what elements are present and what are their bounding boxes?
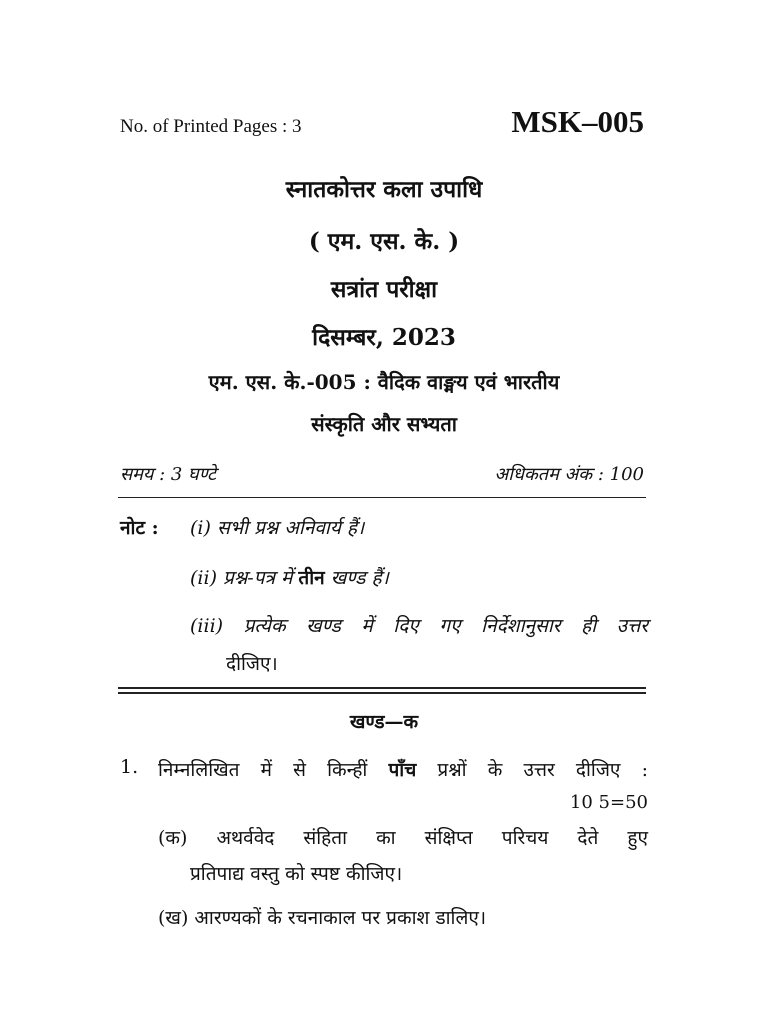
divider-line (118, 497, 646, 498)
option-a-line1: (क) अथर्ववेद संहिता का संक्षिप्त परिचय देते हुए (158, 827, 648, 849)
note-item-2-bold: तीन (298, 567, 325, 589)
max-marks: अधिकतम अंक : 100 (494, 464, 644, 485)
question-number: 1. (120, 756, 139, 778)
note-item-2-suffix: खण्ड हैं। (324, 567, 389, 589)
note-item-1: (i) सभी प्रश्न अनिवार्य हैं। (190, 517, 365, 539)
double-divider-top (118, 687, 646, 689)
note-item-3-line2: दीजिए। (226, 653, 278, 675)
exam-date: दिसम्बर, 2023 (312, 324, 456, 351)
option-b: (ख) आरण्यकों के रचनाकाल पर प्रकाश डालिए। (158, 907, 487, 929)
note-item-3-line1: (iii) प्रत्येक खण्ड में दिए गए निर्देशानुसार ही उत्तर (190, 615, 648, 637)
note-item-2-prefix: (ii) प्रश्न-पत्र में (190, 567, 299, 589)
question-text-prefix: निम्नलिखित में से किन्हीं (158, 759, 389, 781)
section-title: खण्ड—क (349, 711, 419, 733)
question-text (158, 756, 648, 782)
paper-code: MSK–005 (511, 104, 644, 139)
degree-title: स्नातकोत्तर कला उपाधि (285, 176, 483, 203)
degree-abbreviation: ( एम. एस. के. ) (308, 228, 460, 255)
question-text-bold: पाँच (388, 759, 417, 781)
question-text-suffix: प्रश्नों के उत्तर दीजिए : (416, 759, 648, 781)
course-title-line2: संस्कृति और सभ्यता (311, 412, 457, 436)
option-a-line2: प्रतिपाद्य वस्तु को स्पष्ट कीजिए। (190, 863, 403, 885)
exam-type: सत्रांत परीक्षा (330, 276, 438, 303)
double-divider-bottom (118, 692, 646, 694)
course-title-line1: एम. एस. के.-005 : वैदिक वाङ्मय एवं भारतीय (208, 370, 560, 394)
question-marks: 10 5=50 (569, 792, 648, 813)
note-label: नोट : (120, 517, 159, 539)
printed-pages-count: No. of Printed Pages : 3 (120, 116, 302, 137)
exam-time: समय : 3 घण्टे (120, 464, 217, 485)
note-item-2 (190, 564, 389, 590)
